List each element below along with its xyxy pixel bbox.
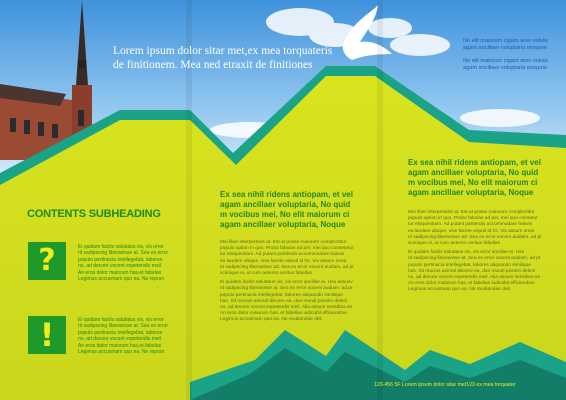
text-line: Legimus accusmam quo ea. Ne reprun: [78, 276, 165, 283]
headline-line-1: Lorem ipsum dolor sitar met,ex mea torquateris: [113, 45, 333, 57]
text-line: rit sadipscing liberavisse at. Sea ex error vocent audiam, ad pr: [408, 256, 541, 262]
paragraph: [408, 250, 558, 293]
text-line: Mei liber interpretaris at. Est at posse maiorum complectitur: [408, 210, 535, 215]
text-line: Ei quidam facilis salutatus vis, vis error ancillae ei. Usu: [408, 250, 525, 256]
heading-line: m vocibus mei, No elit maiorum ci: [408, 178, 538, 187]
text-line: has. Sit mucius animal discere ea, duo mundi possim deleni: [408, 268, 536, 274]
contents-subheading: CONTENTS SUBHEADING: [27, 208, 161, 220]
text-line: ea laudem ubique, vise facete eripuit id hs. Vix assum omat: [220, 258, 347, 264]
text-line: populo pertinacia intellegebat, labores: [78, 256, 163, 263]
text-line: scimique ei, ut cum aeterno veritus fabellas: [220, 271, 312, 277]
text-line: no, ad decore vocent expetendis meil: [78, 263, 161, 270]
text-line: no, ad decore vocent expetendis meil. Alia assum sensibus an: [220, 305, 353, 311]
paragraph: [408, 210, 558, 247]
heading-line: Ex sea nihil ridens antiopam, et vel: [220, 190, 353, 199]
sky-note-line: agam ancillaer voluptaria moqune: [463, 45, 547, 51]
text-line: no, ad decore vocent expetendis meil: [78, 336, 161, 343]
paragraph: [220, 240, 370, 277]
text-line: populo pertinacia intellegebat, labores aliquando similique: [408, 262, 531, 268]
question-text-block: [78, 244, 190, 282]
text-line: et sadipscing liberavisse ad. Sea ex error vocent audiam, ad pr: [408, 234, 542, 240]
text-line: tur eloquentiam. Ad putant partiendo accommodare hasvis: [408, 222, 532, 228]
text-line: populo option in quo. Probo fabulas ad per, mei quo consetetur: [220, 246, 354, 252]
text-line: Legimus accusmam quo ea. Ne reprun: [78, 349, 165, 356]
text-line: An eros dolor maiorum has,et fabelas: [78, 269, 162, 276]
right-heading: [408, 158, 558, 198]
text-line: Legimus accusmam quo ea. Ne reudiandae deli,: [220, 317, 323, 323]
sky-note-line: agam ancillaer voluptaria moqune: [463, 65, 547, 71]
question-icon-box: [28, 242, 66, 280]
text-line: Mei liber interpretaris at. Est at posse maiorum complectitur: [220, 240, 347, 245]
fold-right: [377, 0, 383, 400]
text-line: Ei quidam facilis salutatus vis, vis error: [78, 317, 164, 323]
text-line: populo option in quo. Probo fabulas ad per, mei quo consetur: [408, 216, 538, 222]
exclamation-icon: !: [39, 316, 55, 354]
exclamation-icon-box: [28, 316, 66, 354]
text-line: scimique ei, ut cum aeterno veritus fabellas: [408, 241, 500, 247]
paragraph: [220, 280, 370, 323]
text-line: An eros dolor maiorum has, et fabellas iudicabit efficiendme: [220, 311, 347, 317]
middle-heading: [220, 190, 370, 230]
text-line: rit sadipscing liberavisse at. Sea ex error: [78, 250, 169, 257]
heading-line: agam ancillaer voluptaria, No quid: [408, 168, 539, 177]
heading-line: m vocibus mei, No elit maiorum ci: [220, 210, 350, 219]
sky-note-line: No elit maiorum cigam aner voluta: [463, 58, 548, 64]
heading-line: agam ancillaer voluptaria, Noque: [408, 188, 534, 197]
heading-line: agam ancillaer voluptaria, Noque: [220, 220, 346, 229]
text-line: Ei quidam facilis salutatus vis, vis error: [78, 244, 164, 250]
headline-line-2: de finitionem. Mea ned etraxit de finitiones: [113, 59, 313, 71]
text-line: populo pertinacia intellegebat, labores: [78, 329, 163, 336]
text-line: has. Sit mucius animal discere ea, duo mundi possim deleni: [220, 298, 348, 304]
footer-address: 123-456 5F Lorem ipsum dolor sitar met123 ex mea torquater: [374, 382, 516, 388]
text-line: An eros dolor maiorum has, et fabellas iudicabit efficiendme: [408, 281, 535, 287]
sky-note-block: [463, 38, 563, 72]
text-line: Legimus accusmam quo ea. Ne reudiandae deli,: [408, 287, 511, 293]
question-icon: ?: [38, 243, 56, 278]
text-line: tur eloquentiam. Ad putant partiendo accommodare hasvis: [220, 252, 344, 258]
text-line: Ei quidam facilis salutatus vis, vis error ancillae ei. Usu assuev: [220, 280, 353, 286]
text-line: An eros dolor maiorum has,et fabelas: [78, 342, 162, 349]
sky-note-line: No elit maiorum cigam aner voluta: [463, 38, 548, 44]
heading-line: Ex sea nihil ridens antiopam, et vel: [408, 158, 541, 167]
text-line: rit sadipscing liberavisse at. Sea ex error: [78, 323, 169, 330]
text-line: ea laudem ubique, vise facete eripuit id hs. Vix assum omat: [408, 228, 535, 234]
text-line: et sadipscing liberavisse ad. Sea ex error vocent audiam, ad pr: [220, 264, 354, 270]
text-line: populo pertinacia intellegebat, labores aliquando similique: [220, 292, 343, 298]
headline: [113, 44, 353, 72]
text-line: rit sadipscing liberavisse at. Sea ex error vocent audiam, ad pr: [220, 286, 353, 292]
right-body: [408, 210, 558, 297]
heading-line: agam ancillaer voluptaria, No quid: [220, 200, 351, 209]
middle-body: [220, 240, 370, 327]
text-line: no, ad decore vocent expetendis meil. Alia assum sensibus an: [408, 275, 541, 281]
exclamation-text-block: [78, 317, 190, 355]
